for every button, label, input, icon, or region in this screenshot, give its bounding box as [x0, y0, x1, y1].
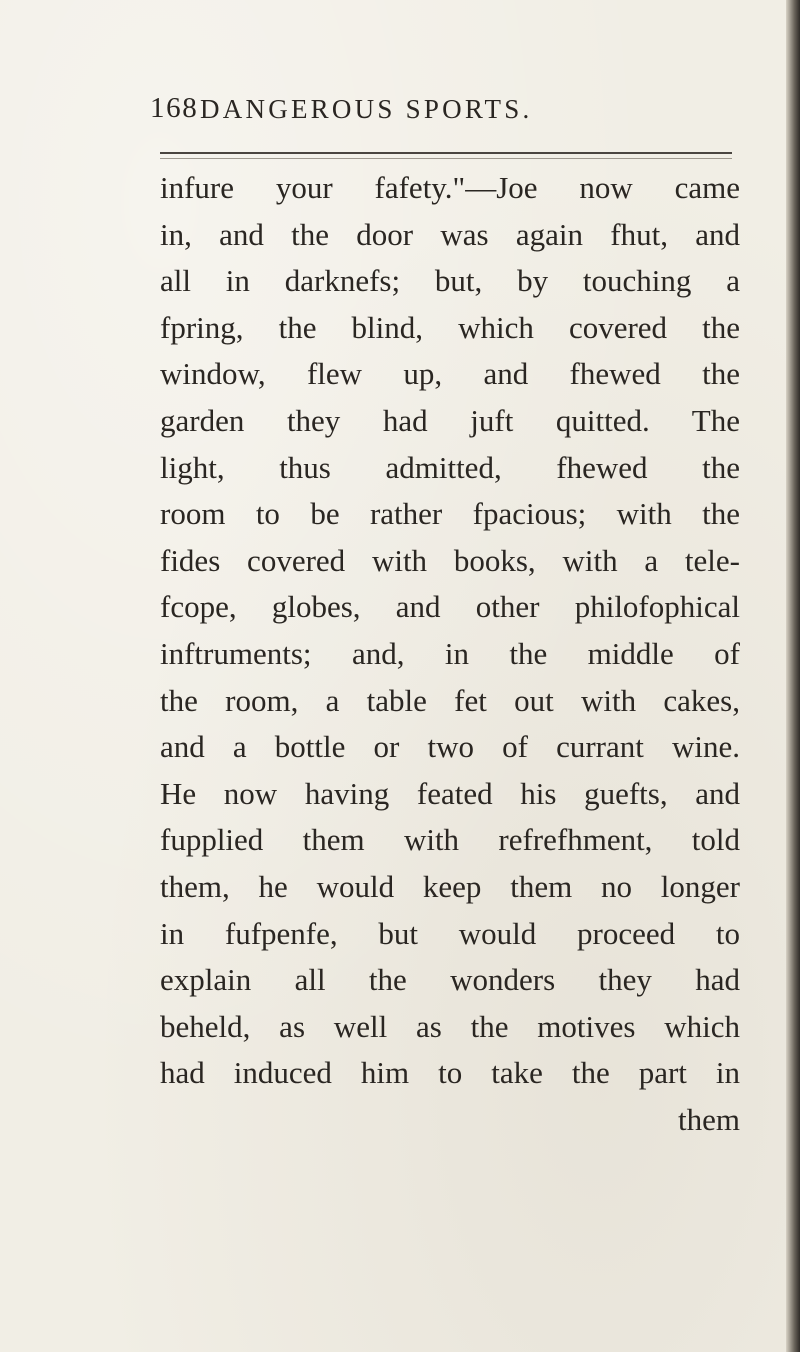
text-line: all in darknefs; but, by touching a: [160, 263, 740, 299]
body-text: [160, 165, 740, 1143]
header-rule-thin: [160, 158, 732, 159]
text-line: them, he would keep them no longer: [160, 868, 740, 904]
text-line: room to be rather fpacious; with the: [160, 496, 740, 532]
text-line: fupplied them with refrefhment, told: [160, 822, 740, 858]
text-line: in fufpenfe, but would proceed to: [160, 915, 740, 951]
text-line: He now having feated his guefts, and: [160, 775, 740, 811]
text-line: garden they had juft quitted. The: [160, 402, 740, 438]
text-line: fcope, globes, and other philofophical: [160, 589, 740, 625]
text-line: in, and the door was again fhut, and: [160, 216, 740, 252]
text-line: and a bottle or two of currant wine.: [160, 729, 740, 765]
page-number: 168: [150, 92, 199, 124]
catchword: them: [678, 1101, 740, 1137]
header-rule: [160, 152, 732, 154]
text-line: the room, a table fet out with cakes,: [160, 682, 740, 718]
text-line: infure your fafety."—Joe now came: [160, 170, 740, 205]
text-line: had induced him to take the part in: [160, 1055, 740, 1091]
text-line: window, flew up, and fhewed the: [160, 356, 740, 392]
page-header: [150, 92, 750, 132]
page-edge-shadow: [786, 0, 800, 1352]
text-line: light, thus admitted, fhewed the: [160, 449, 740, 485]
text-line: fpring, the blind, which covered the: [160, 309, 740, 345]
text-line: inftruments; and, in the middle of: [160, 635, 740, 671]
text-line: explain all the wonders they had: [160, 962, 740, 998]
text-line: beheld, as well as the motives which: [160, 1008, 740, 1044]
running-head: DANGEROUS SPORTS.: [200, 94, 533, 124]
text-line: fides covered with books, with a tele-: [160, 542, 740, 578]
